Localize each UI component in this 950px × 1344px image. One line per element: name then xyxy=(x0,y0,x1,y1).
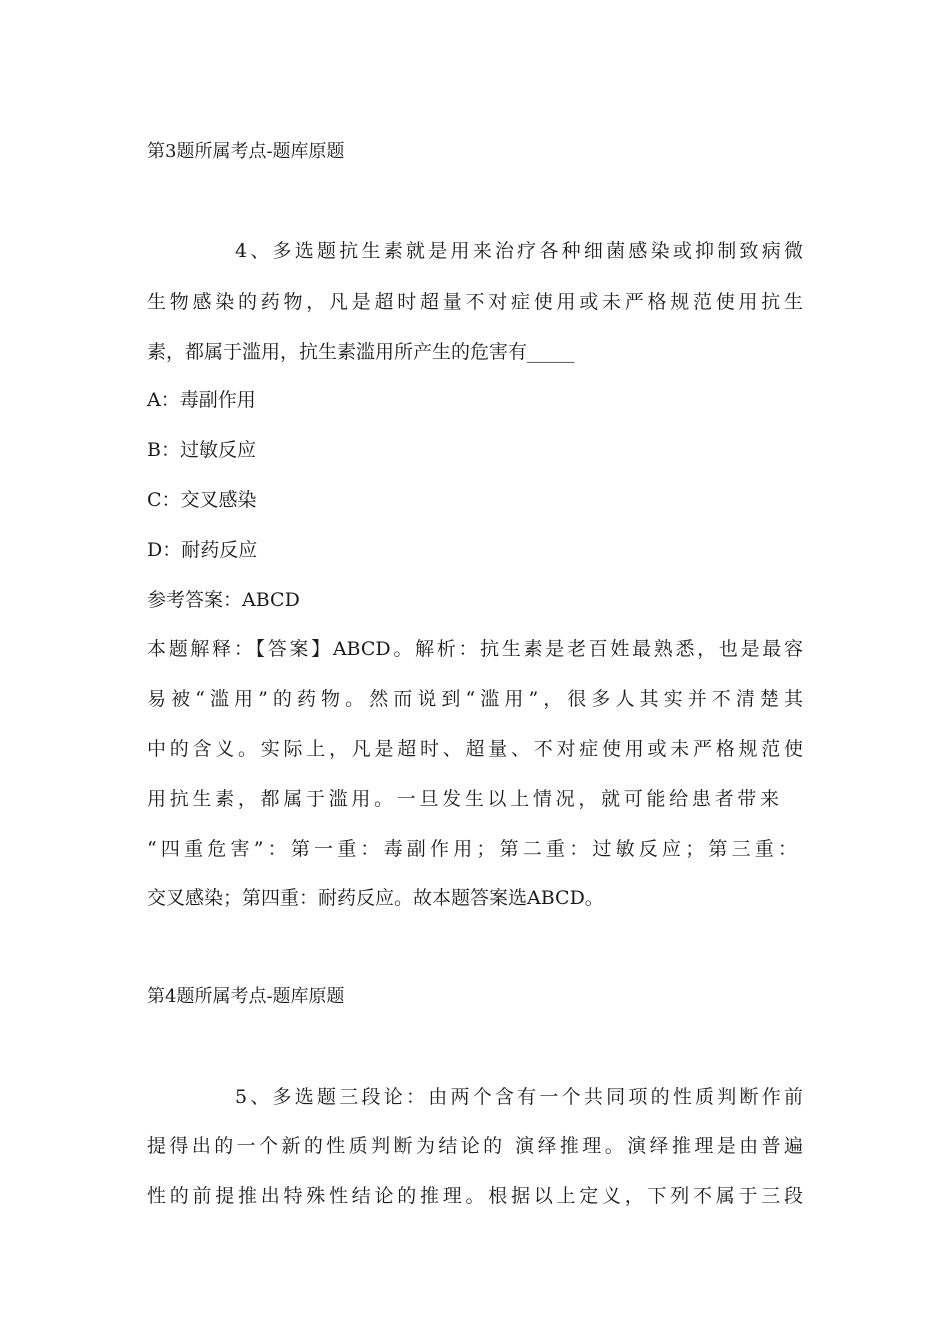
option-b: B：过敏反应 xyxy=(147,439,256,461)
explanation-line: 交叉感染；第四重：耐药反应。故本题答案选ABCD。 xyxy=(147,887,604,909)
question-text-line: 生物感染的药物，凡是超时超量不对症使用或未严格规范使用抗生 xyxy=(147,291,803,313)
question-text-line: 5、多选题三段论：由两个含有一个共同项的性质判断作前 xyxy=(235,1086,803,1108)
option-d: D：耐药反应 xyxy=(147,539,258,561)
question-text-line: 性的前提推出特殊性结论的推理。根据以上定义，下列不属于三段 xyxy=(147,1185,803,1207)
section-label-q3: 第3题所属考点-题库原题 xyxy=(147,141,345,162)
option-a: A：毒副作用 xyxy=(147,389,256,411)
explanation-line: 本题解释：【答案】ABCD。解析：抗生素是老百姓最熟悉，也是最容 xyxy=(147,638,803,660)
option-c: C：交叉感染 xyxy=(147,489,257,511)
question-text-line: 4、多选题抗生素就是用来治疗各种细菌感染或抑制致病微 xyxy=(235,240,803,262)
section-label-q4: 第4题所属考点-题库原题 xyxy=(147,986,345,1007)
explanation-line: 中的含义。实际上，凡是超时、超量、不对症使用或未严格规范使 xyxy=(147,738,803,760)
reference-answer: 参考答案：ABCD xyxy=(147,589,300,611)
question-text-line: 素，都属于滥用，抗生素滥用所产生的危害有_____ xyxy=(147,341,575,363)
question-text-line: 提得出的一个新的性质判断为结论的 演绎推理。演绎推理是由普遍 xyxy=(147,1135,803,1157)
explanation-line: 用抗生素，都属于滥用。一旦发生以上情况，就可能给患者带来 xyxy=(147,788,779,810)
explanation-line: 易被“滥用”的药物。然而说到“滥用”，很多人其实并不清楚其 xyxy=(147,688,803,710)
explanation-line: “四重危害”：第一重：毒副作用；第二重：过敏反应；第三重： xyxy=(147,838,797,860)
